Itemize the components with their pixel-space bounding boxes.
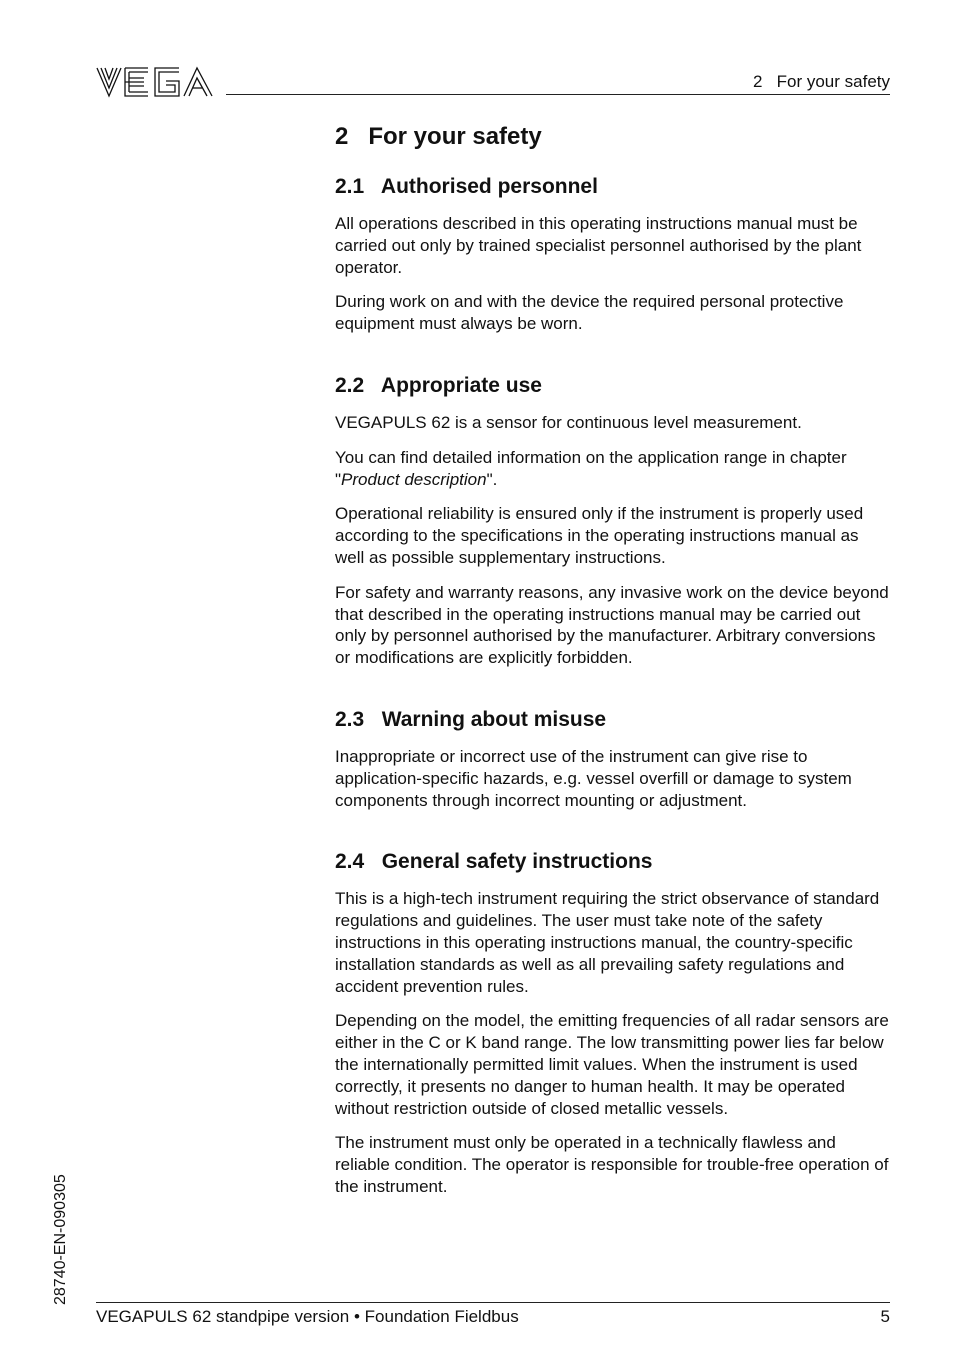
paragraph: Inappropriate or incorrect use of the instrument can give rise to application-specific hazards, e.g. vessel overfill or damage to system components through incorrect mounting or adjustment.: [335, 746, 852, 810]
chapter-title: 2 For your safety: [335, 123, 542, 150]
paragraph: During work on and with the device the required personal protective equipment must always be worn.: [335, 292, 844, 334]
paragraph: Depending on the model, the emitting frequencies of all radar sensors are either in the C or K band range. The low transmitting power lies far below the internationally permitted limit values. When the instrument is used correctly, it presents no danger to human health. It may be operated without restriction outside of closed metallic vessels.: [335, 1011, 889, 1118]
section-warning-misuse: [335, 705, 891, 811]
vega-logo: [96, 66, 214, 98]
document-code: 28740-EN-090305: [52, 1174, 69, 1305]
chapter-ref-title: Product description: [341, 469, 487, 489]
section-heading: 2.2 Appropriate use: [335, 373, 542, 397]
footer-rule: [96, 1302, 890, 1303]
paragraph: Operational reliability is ensured only if the instrument is properly used according to the specifications in the operating instructions manual as well as possible supplementary instructions.: [335, 504, 864, 567]
paragraph-chapter-reference: [335, 447, 891, 491]
page-content: [335, 120, 891, 1211]
paragraph: All operations described in this operating instructions manual must be carried out only by trained specialist personnel authorised by the plant operator.: [335, 214, 862, 277]
chapter-ref-before: You can find detailed information on the application range in chapter ": [335, 447, 847, 489]
running-header: 2 For your safety: [753, 72, 890, 91]
section-authorised-personnel: [335, 172, 891, 335]
paragraph: VEGAPULS 62 is a sensor for continuous level measurement.: [335, 412, 802, 432]
paragraph: For safety and warranty reasons, any invasive work on the device beyond that described in the operating instructions manual may be carried out only by personnel authorised by the manufacturer. Arbitrary conversions or modifications are explicitly forbidden.: [335, 582, 889, 668]
paragraph: This is a high-tech instrument requiring the strict observance of standard regulations and guidelines. The user must take note of the safety instructions in this operating instructions manual, the country-specific installation standards as well as all prevailing safety regulations and accident prevention rules.: [335, 889, 880, 996]
page-number: 5: [880, 1307, 890, 1326]
section-general-safety: [335, 847, 891, 1197]
footer-product: VEGAPULS 62 standpipe version • Foundation Fieldbus: [96, 1307, 519, 1326]
section-heading: 2.1 Authorised personnel: [335, 175, 598, 198]
paragraph: The instrument must only be operated in a technically flawless and reliable condition. The operator is responsible for trouble-free operation of the instrument.: [335, 1133, 889, 1196]
section-appropriate-use: [335, 371, 891, 669]
header-rule: [226, 94, 890, 95]
section-heading: 2.3 Warning about misuse: [335, 707, 607, 731]
chapter-ref-after: ".: [486, 469, 498, 489]
section-heading: 2.4 General safety instructions: [335, 850, 653, 874]
